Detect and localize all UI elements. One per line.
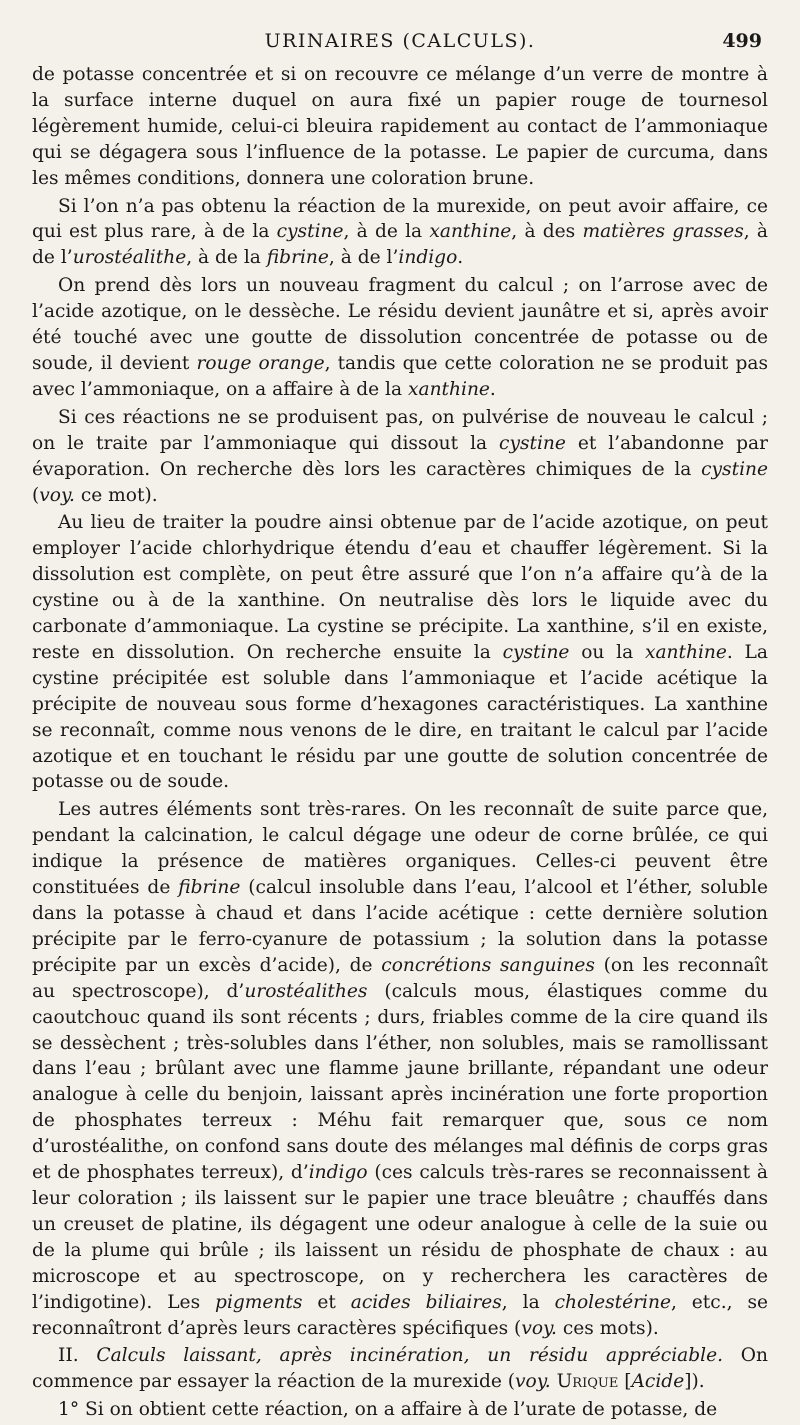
italic-run: voy. bbox=[39, 484, 75, 506]
text-run: ce mot). bbox=[74, 484, 158, 506]
text-run: On commence par essayer la réaction de la murexide ( bbox=[32, 1345, 768, 1393]
italic-run: indigo bbox=[398, 247, 458, 269]
italic-run: Calculs laissant, après incinération, un résidu appréciable. bbox=[96, 1345, 723, 1367]
italic-run: concrétions sanguines bbox=[381, 954, 595, 976]
paragraph bbox=[32, 194, 768, 272]
italic-run: Acide bbox=[631, 1371, 685, 1393]
italic-run: pigments bbox=[215, 1291, 303, 1313]
page-number: 499 bbox=[722, 30, 762, 52]
text-run: , à de la bbox=[343, 221, 430, 243]
italic-run: cystine bbox=[502, 641, 570, 663]
italic-run: xanthine bbox=[644, 641, 727, 663]
text-run: Si ces réactions ne se produisent pas, on pulvérise de nouveau le calcul ; on le traite par l’ammoniaque qui dissout la bbox=[32, 406, 768, 454]
text-run: Les autres éléments sont très-rares. On les reconnaît de suite parce que, pendant la calcination, le calcul dégage une odeur de corne brûlée, ce qui indique la présence de matières organiques. Celles-ci peuvent être constituées de bbox=[32, 799, 768, 899]
running-head: URINAIRES (CALCULS). bbox=[264, 30, 536, 52]
text-run: (ces calculs très-rares se reconnaissent à leur coloration ; ils laissent sur le papier une trace bleuâtre ; chauffés dans un creuset de platine, ils dégagent une odeur analogue à celle de la suie ou de la plume qui brûle ; ils laissent un résidu de phosphate de chaux : au microscope et au spectroscope, on y recherchera les caractères de l’indigotine). Les bbox=[32, 1162, 768, 1313]
text-run: ou la bbox=[569, 641, 645, 663]
text-run: , etc., se reconnaîtront d’après leurs caractères spécifiques ( bbox=[32, 1291, 768, 1339]
text-run: , à de l’ bbox=[328, 247, 399, 269]
text-run: , à de l’ bbox=[32, 221, 768, 269]
italic-run: fibrine bbox=[266, 247, 329, 269]
italic-run: voy. bbox=[515, 1371, 551, 1393]
italic-run: xanthine bbox=[408, 378, 490, 400]
italic-run: urostéalithe bbox=[72, 247, 187, 269]
italic-run: cholestérine bbox=[554, 1291, 671, 1313]
italic-run: urostéalithes bbox=[244, 980, 368, 1002]
text-run: . bbox=[489, 378, 496, 400]
text-run: II. bbox=[58, 1345, 97, 1367]
italic-run: cystine bbox=[499, 432, 566, 454]
text-run: ces mots). bbox=[556, 1317, 659, 1339]
italic-run: xanthine bbox=[429, 221, 512, 243]
text-run: , la bbox=[501, 1291, 555, 1313]
paragraph bbox=[32, 510, 768, 795]
text-run: On prend dès lors un nouveau fragment du calcul ; on l’arrose avec de l’acide azotique, on le dessèche. Le résidu devient jaunâtre et si, après avoir été touché avec une goutte de dissolution concentrée de potasse ou de soude, il devient bbox=[32, 275, 768, 374]
italic-run: indigo bbox=[308, 1162, 368, 1184]
italic-run: rouge orange bbox=[196, 352, 325, 374]
paragraph bbox=[32, 405, 768, 509]
paragraph bbox=[32, 1397, 768, 1423]
paragraph bbox=[32, 62, 768, 192]
text-run: et bbox=[302, 1291, 351, 1313]
paragraph bbox=[32, 1343, 768, 1395]
text-run: de potasse concentrée et si on recouvre ce mélange d’un verre de montre à la surface interne duquel on aura fixé un papier rouge de tournesol légèrement humide, celui-ci bleuira rapidement au contact de l’ammoniaque qui se dégagera sous l’influence de la potasse. Le papier de curcuma, dans les mêmes conditions, donnera une coloration brune. bbox=[32, 64, 768, 189]
italic-run: acides biliaires bbox=[350, 1291, 502, 1313]
text-run: (calculs mous, élastiques comme du caoutchouc quand ils sont récents ; durs, friables comme de la cire quand ils se dessèchent ; très-solubles dans l’éther, non solubles, mais se ramollissant dans l’eau ; brûlant avec une flamme jaune brillante, répandant une odeur analogue à celle du benjoin, laissant après incinération une forte proportion de phosphates terreux : Méhu fait remarquer que, sous ce nom d’urostéalithe, on confond sans doute des mélanges mal définis de corps gras et de phosphates terreux), d’ bbox=[32, 980, 768, 1184]
text-run: et l’abandonne par évaporation. On recherche dès lors les caractères chimiques de la bbox=[32, 432, 768, 480]
text-run: ( bbox=[32, 484, 40, 506]
page-header bbox=[32, 28, 768, 58]
text-run: , tandis que cette coloration ne se produit pas avec l’ammoniaque, on a affaire à de la bbox=[32, 352, 768, 400]
text-run: , à de la bbox=[186, 247, 267, 269]
text-run: 1° Si on obtient cette réaction, on a affaire à de l’urate de potasse, de bbox=[58, 1399, 718, 1421]
text-run: . La cystine précipitée est soluble dans l’ammoniaque et l’acide acétique la précipite de nouveau sous forme d’hexagones caractéristiques. La xanthine se reconnaît, comme nous venons de le dire, en traitant le calcul par l’acide azotique et en touchant le résidu par une goutte de solution concentrée de potasse ou de soude. bbox=[32, 641, 768, 793]
paragraph bbox=[32, 797, 768, 1341]
italic-run: cystine bbox=[701, 458, 768, 480]
text-run: (calcul insoluble dans l’eau, l’alcool et l’éther, soluble dans la potasse à chaud et dans l’acide acétique : cette dernière solution précipite par le ferro-cyanure de potassium ; la solution dans la potasse précipite par un excès d’acide), de bbox=[32, 877, 768, 976]
text-run: . bbox=[457, 247, 464, 269]
text-run: Au lieu de traiter la poudre ainsi obtenue par de l’acide azotique, on peut employer l’acide chlorhydrique étendu d’eau et chauffer légèrement. Si la dissolution est complète, on peut être assuré que l’on n’a affaire qu’à de la cystine ou à de la xanthine. On neutralise dès lors le liquide avec du carbonate d’ammoniaque. La cystine se précipite. La xanthine, s’il en existe, reste en dissolution. On recherche ensuite la bbox=[32, 512, 768, 663]
text-run: [ bbox=[618, 1371, 632, 1393]
small-caps-run: Urique bbox=[556, 1371, 619, 1393]
text-run: , à des bbox=[511, 221, 583, 243]
text-run: ]). bbox=[684, 1371, 705, 1393]
italic-run: voy. bbox=[521, 1317, 557, 1339]
body-text bbox=[32, 62, 768, 1425]
italic-run: matières grasses bbox=[582, 221, 744, 243]
paragraph bbox=[32, 273, 768, 403]
italic-run: fibrine bbox=[178, 877, 241, 899]
text-run: Si l’on n’a pas obtenu la réaction de la murexide, on peut avoir affaire, ce qui est plus rare, à de la bbox=[32, 195, 768, 243]
italic-run: cystine bbox=[276, 221, 344, 243]
text-run: (on les reconnaît au spectroscope), d’ bbox=[32, 954, 768, 1002]
